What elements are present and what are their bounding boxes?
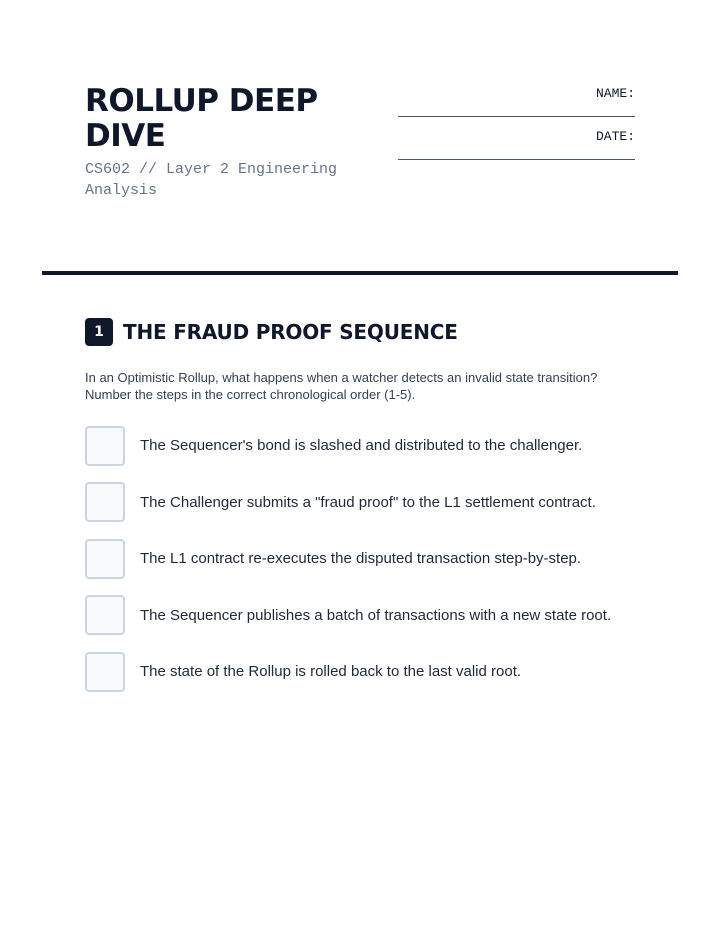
worksheet-title: ROLLUP DEEP DIVE <box>85 83 318 154</box>
order-number-box[interactable] <box>85 482 125 522</box>
order-number-box[interactable] <box>85 539 125 579</box>
step-text: The Sequencer's bond is slashed and distributed to the challenger. <box>140 437 583 454</box>
order-number-box[interactable] <box>85 652 125 692</box>
question-instructions: In an Optimistic Rollup, what happens when a watcher detects an invalid state transition? Number the steps in the correct chronological order (1-5). <box>85 370 598 402</box>
name-label: NAME: <box>595 86 635 101</box>
order-number-box[interactable] <box>85 595 125 635</box>
list-item <box>85 424 645 467</box>
header-divider <box>42 271 678 275</box>
section-heading <box>85 318 645 346</box>
order-number-box[interactable] <box>85 426 125 466</box>
date-field[interactable] <box>398 127 635 160</box>
list-item <box>85 594 645 637</box>
step-text: The Challenger submits a "fraud proof" to the L1 settlement contract. <box>140 493 596 511</box>
step-text: The state of the Rollup is rolled back to the last valid root. <box>140 663 522 680</box>
list-item <box>85 537 645 580</box>
course-subtitle: CS602 // Layer 2 Engineering Analysis <box>85 161 338 199</box>
student-info-fields <box>398 84 635 170</box>
list-item <box>85 650 645 693</box>
name-field[interactable] <box>398 84 635 117</box>
section-number-badge: 1 <box>85 318 113 346</box>
step-text: The Sequencer publishes a batch of transactions with a new state root. <box>140 606 612 624</box>
steps-list <box>85 424 645 693</box>
date-label: DATE: <box>595 129 635 144</box>
list-item <box>85 481 645 524</box>
section-title: THE FRAUD PROOF SEQUENCE <box>123 320 458 344</box>
step-text: The L1 contract re-executes the disputed transaction step-by-step. <box>140 550 582 567</box>
question-section <box>85 318 645 707</box>
